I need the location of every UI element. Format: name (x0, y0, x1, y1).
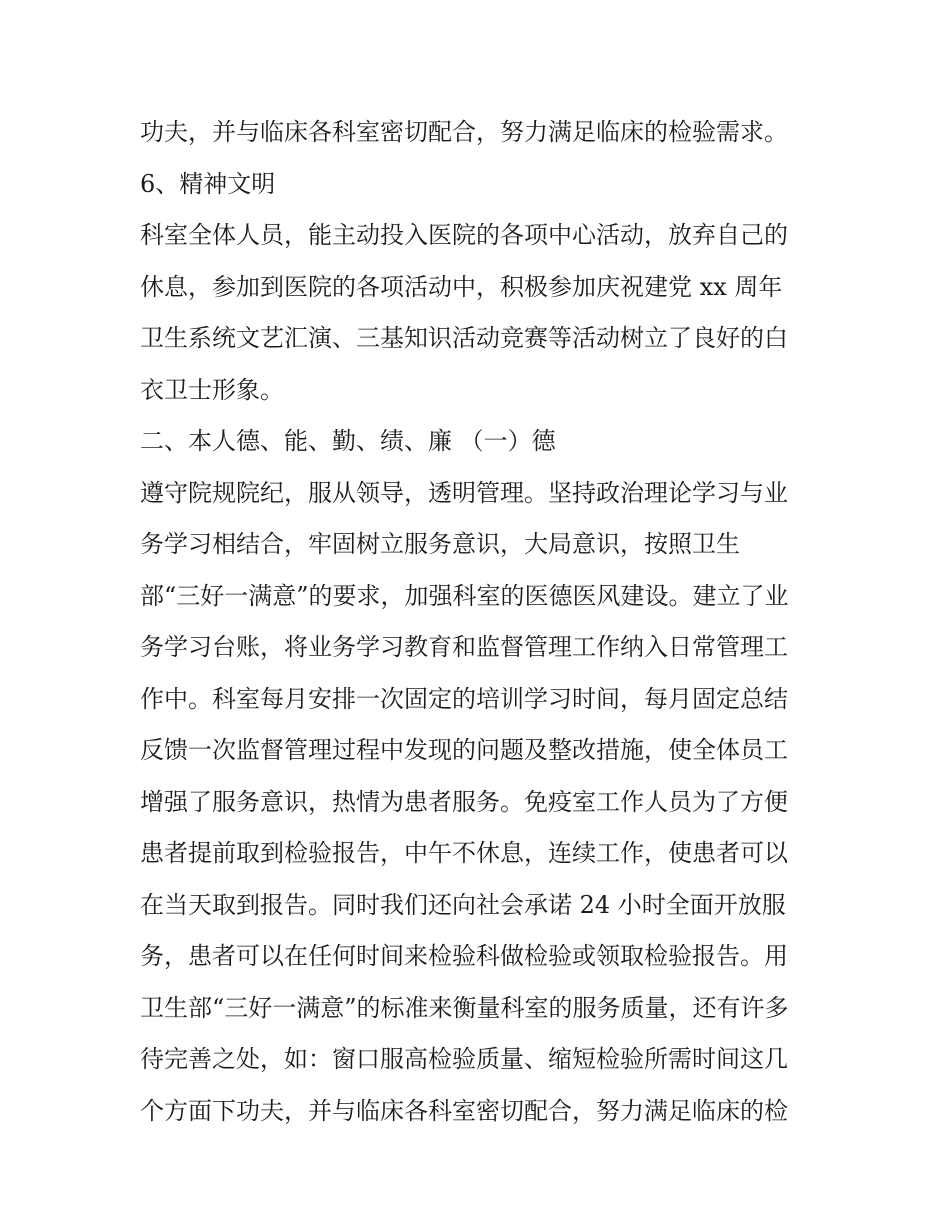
text-line: 科室全体人员，能主动投入医院的各项中心活动，放弃自己的 (140, 221, 788, 249)
text-line: 务，患者可以在任何时间来检验科做检验或领取检验报告。用 (140, 942, 788, 970)
text-line: 增强了服务意识，热情为患者服务。免疫室工作人员为了方便 (140, 787, 788, 816)
text-line: 休息，参加到医院的各项活动中，积极参加庆祝建党 xx 周年 (140, 272, 783, 301)
text-line: 务学习台账，将业务学习教育和监督管理工作纳入日常管理工 (140, 633, 788, 661)
text-line: 作中。科室每月安排一次固定的培训学习时间，每月固定总结 (140, 684, 788, 713)
text-line: 务学习相结合，牢固树立服务意识，大局意识，按照卫生 (140, 530, 740, 558)
text-line: 部“三好一满意”的要求，加强科室的医德医风建设。建立了业 (140, 581, 789, 610)
text-line: 功夫，并与临床各科室密切配合，努力满足临床的检验需求。 (140, 118, 788, 146)
text-line: 卫生部“三好一满意”的标准来衡量科室的服务质量，还有许多 (140, 993, 789, 1022)
document-body (140, 107, 820, 1137)
text-line: 反馈一次监督管理过程中发现的问题及整改措施，使全体员工 (140, 736, 788, 764)
text-line: 卫生系统文艺汇演、三基知识活动竞赛等活动树立了良好的白 (140, 324, 788, 352)
text-line: 遵守院规院纪，服从领导，透明管理。坚持政治理论学习与业 (140, 478, 788, 507)
text-line: 待完善之处，如：窗口服高检验质量、缩短检验所需时间这几 (140, 1045, 788, 1073)
text-line: 衣卫士形象。 (140, 375, 284, 404)
text-line: 在当天取到报告。同时我们还向社会承诺 24 小时全面开放服 (140, 890, 786, 919)
section-heading: 6、精神文明 (140, 169, 276, 198)
text-line: 患者提前取到检验报告，中午不休息，连续工作，使患者可以 (140, 839, 788, 867)
section-heading: 二、本人德、能、勤、绩、廉 （一）德 (140, 427, 556, 455)
text-line: 个方面下功夫，并与临床各科室密切配合，努力满足临床的检 (140, 1096, 788, 1125)
